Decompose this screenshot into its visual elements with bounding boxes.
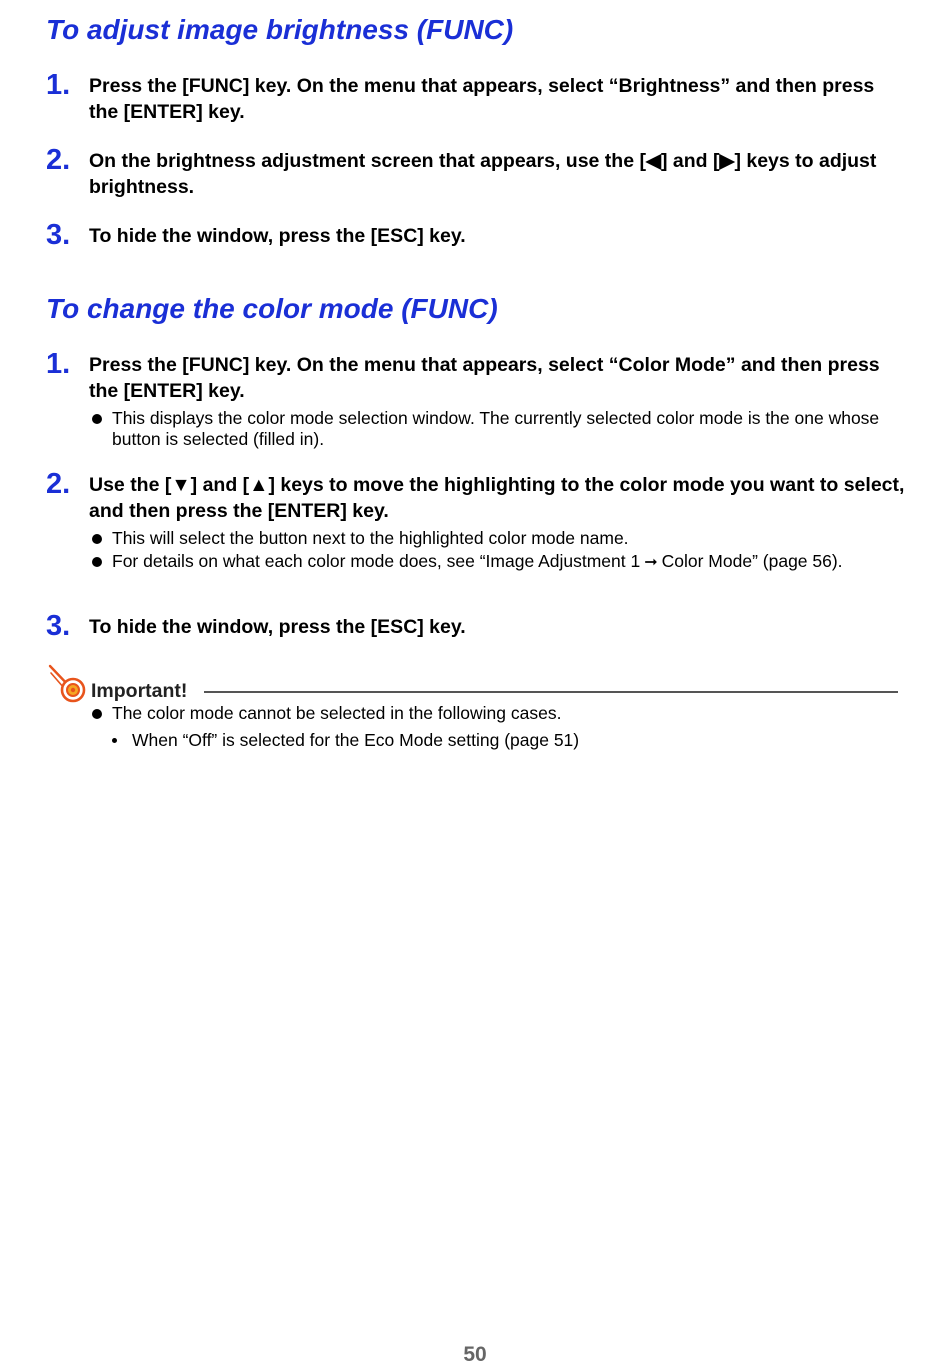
important-list <box>46 703 898 751</box>
list-item <box>89 408 906 450</box>
step-number: 3. <box>46 610 71 642</box>
bullet-text-before-arrow: For details on what each color mode does, see “Image Adjustment 1 <box>112 551 641 571</box>
color-mode-step-2 <box>46 468 906 575</box>
bullet-text: This will select the button next to the highlighted color mode name. <box>112 528 629 548</box>
list-item <box>89 703 898 724</box>
sub-bullet-text: When “Off” is selected for the Eco Mode setting (page 51) <box>132 730 580 750</box>
bullet-dot-icon <box>92 414 102 424</box>
bullet-text-after-arrow: Color Mode” (page 56). <box>661 551 843 571</box>
step-text: On the brightness adjustment screen that appears, use the [◀] and [▶] keys to adjust brightness. <box>89 150 877 198</box>
step-number: 2. <box>46 144 71 176</box>
sub-list-item <box>132 730 898 751</box>
bullet-list <box>46 703 898 724</box>
section-title-brightness: To adjust image brightness (FUNC) <box>46 14 514 45</box>
bullet-dot-icon <box>92 557 102 567</box>
step-text: To hide the window, press the [ESC] key. <box>89 616 466 638</box>
bullet-text: The color mode cannot be selected in the following cases. <box>112 703 562 723</box>
section-title-color-mode: To change the color mode (FUNC) <box>46 293 498 324</box>
step-number: 1. <box>46 69 71 101</box>
list-item <box>89 551 906 573</box>
step-text: Press the [FUNC] key. On the menu that appears, select “Color Mode” and then press the [ENTER] key. <box>89 354 880 402</box>
brightness-step-1 <box>46 69 906 125</box>
small-bullet-dot-icon <box>112 738 117 743</box>
step-number: 1. <box>46 348 71 380</box>
right-arrow-icon: ➞ <box>644 554 658 571</box>
step-number: 2. <box>46 468 71 500</box>
color-mode-step-3 <box>46 610 906 642</box>
step-text: Use the [▼] and [▲] keys to move the highlighting to the color mode you want to select, and then press the [ENTER] key. <box>89 474 905 522</box>
important-pin-icon <box>46 662 90 704</box>
step-text: Press the [FUNC] key. On the menu that appears, select “Brightness” and then press the [ENTER] key. <box>89 75 875 123</box>
bullet-dot-icon <box>92 534 102 544</box>
divider <box>204 691 898 693</box>
important-label: Important! <box>91 680 188 702</box>
step-number: 3. <box>46 219 71 251</box>
list-item <box>89 528 906 549</box>
bullet-list <box>46 528 906 573</box>
bullet-text: This displays the color mode selection window. The currently selected color mode is the one whose button is selected (filled in). <box>112 408 880 449</box>
step-text: To hide the window, press the [ESC] key. <box>89 225 466 247</box>
bullet-list <box>46 408 906 450</box>
page-number: 50 <box>463 1343 487 1366</box>
color-mode-step-1 <box>46 348 906 452</box>
brightness-step-2 <box>46 144 906 200</box>
brightness-step-3 <box>46 219 906 251</box>
bullet-dot-icon <box>92 709 102 719</box>
